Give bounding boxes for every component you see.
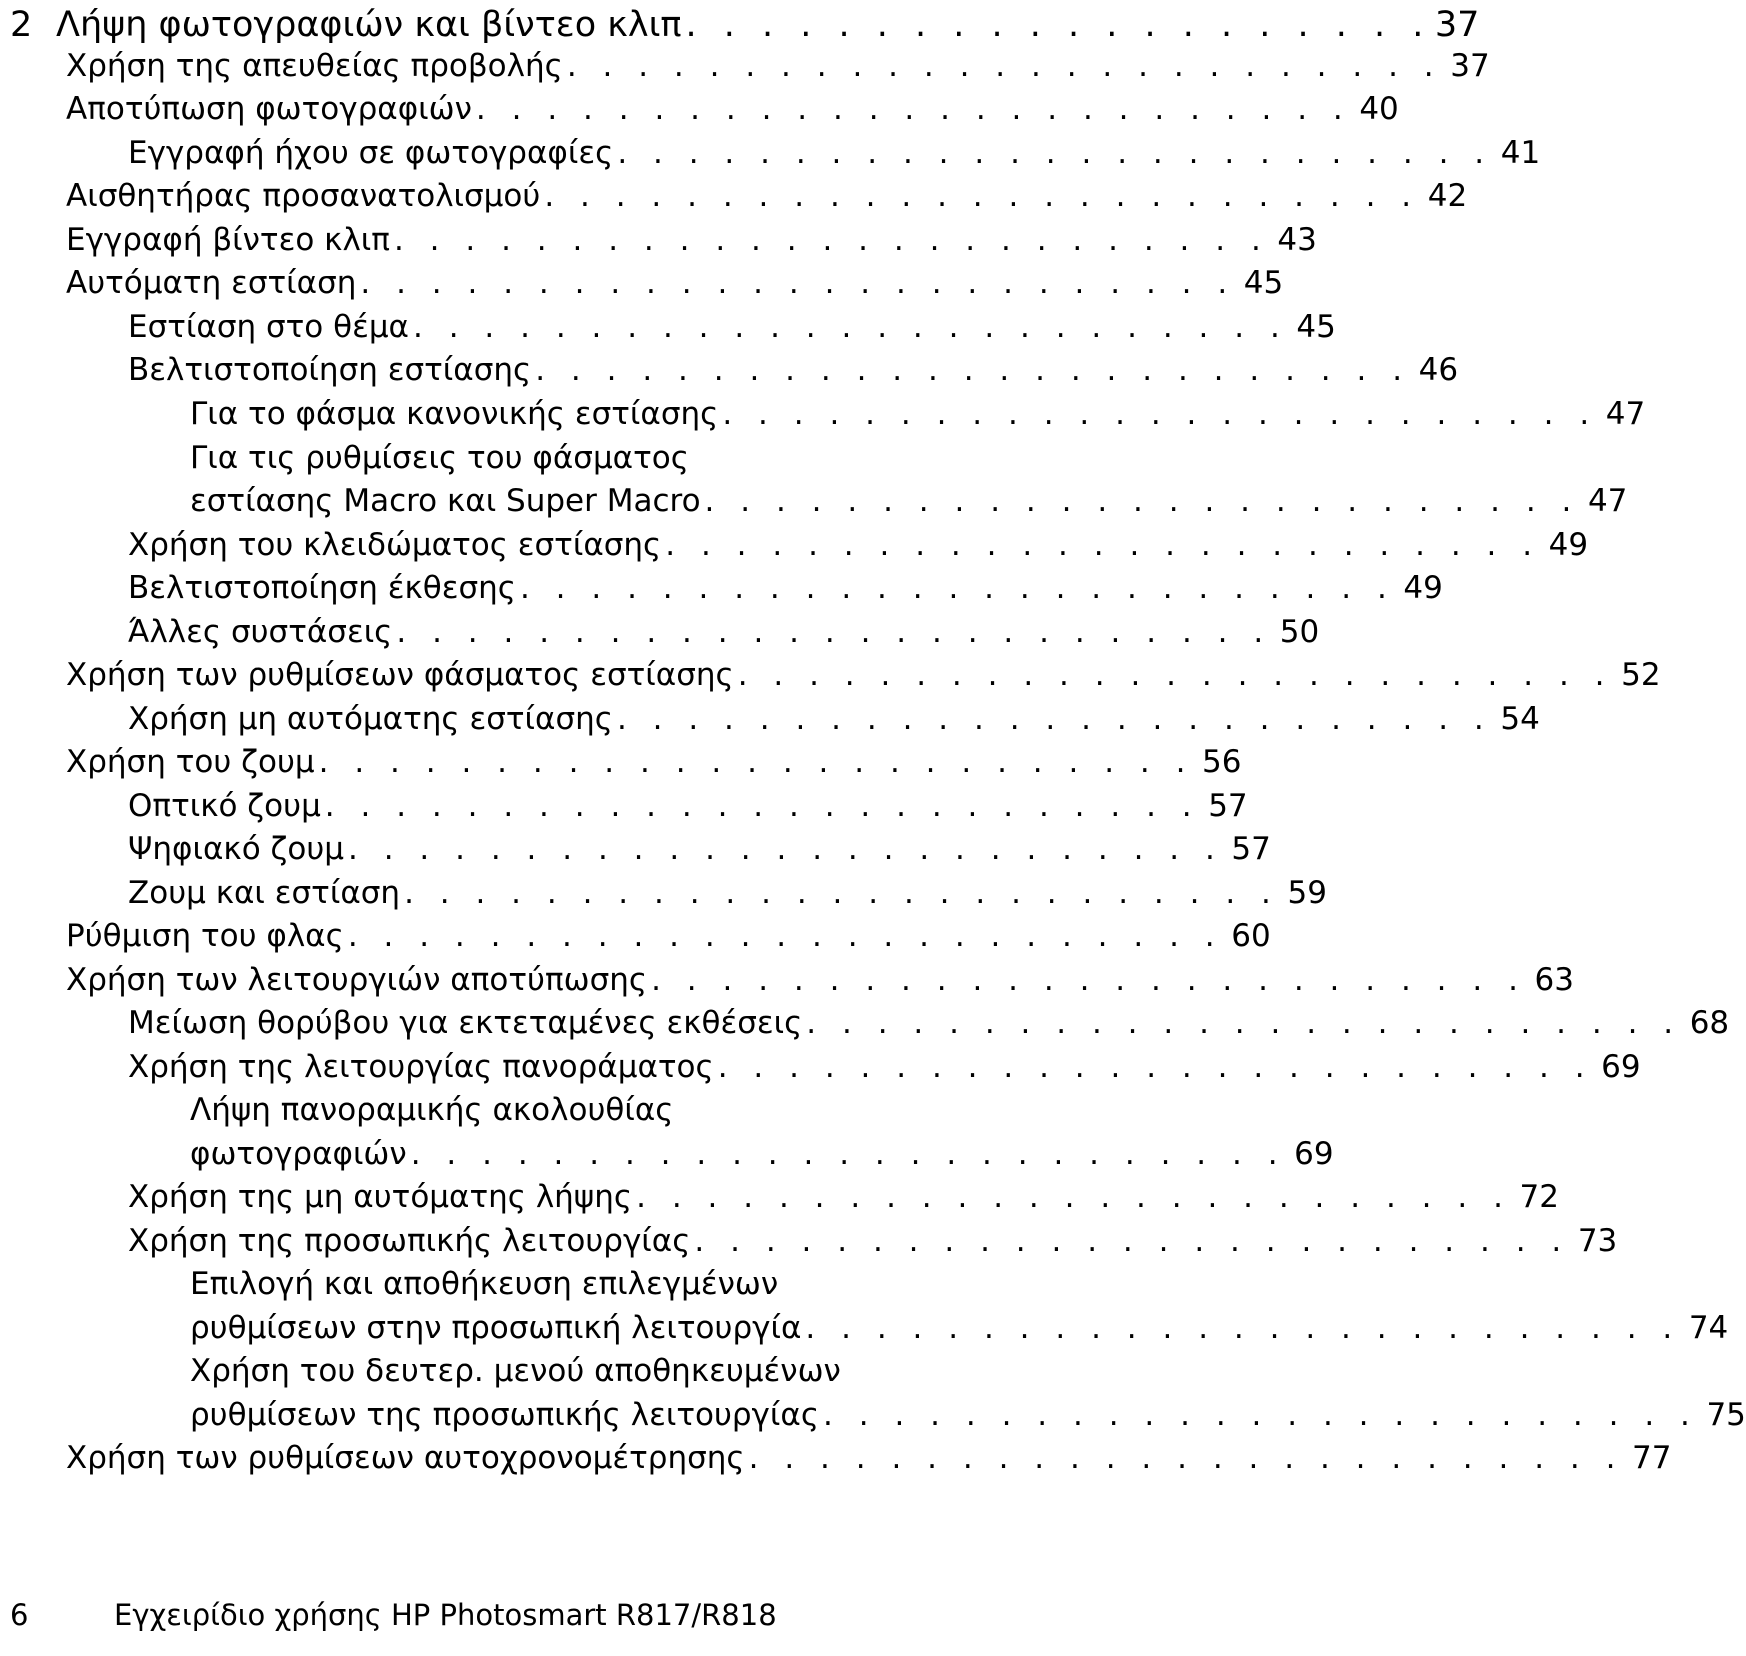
toc-entry-page: 68 [1689,1005,1730,1041]
toc-entry[interactable] [66,958,1574,1003]
dot-leader: . . . . . . . . . . . . . . . . . . . . . . . . . [410,1136,1286,1172]
toc-entry-title[interactable]: Λήψη πανοραμικής ακολουθίας [190,1092,674,1128]
toc-entry-page: 43 [1277,222,1317,258]
toc-entry-page: 47 [1587,483,1628,519]
toc-entry-title: Χρήση της μη αυτόματης λήψης [128,1179,633,1215]
footer-manual-title: Εγχειρίδιο χρήσης HP Photosmart R817/R818 [114,1598,777,1632]
toc-entry-page: 57 [1231,831,1271,867]
toc-entry[interactable] [128,871,1327,916]
toc-entry-page: 69 [1601,1049,1641,1085]
dot-leader: . . . . . . . . . . . . . . . . . . . . . . . . . [704,483,1580,519]
dot-leader: . . . . . . . . . . . . . . . . . . . . . . . . . [805,1310,1681,1346]
dot-leader: . . . . . . . . . . . . . . . . . . . . . . . . . [665,527,1541,563]
toc-entry-title: Αυτόματη εστίαση [66,265,357,301]
toc-entry-title: Για το φάσμα κανονικής εστίασης [190,396,719,432]
toc-entry-page: 77 [1632,1440,1672,1476]
toc-entry-title: Χρήση του ζουμ [66,744,315,780]
toc-entry[interactable] [128,1001,1730,1046]
dot-leader: . . . . . . . . . . . . . . . . . . . . . . . . . [412,309,1288,345]
toc-entry-title[interactable]: Για τις ρυθμίσεις του φάσματος [190,440,689,476]
dot-leader: . . . . . . . . . . . . . . . . . . . . . . . . . [324,788,1200,824]
toc-entry-title: Οπτικό ζουμ [128,788,321,824]
dot-leader: . . . . . . . . . . . . . . . . . . . . . . . . . [748,1440,1624,1476]
toc-entry-page: 72 [1519,1179,1559,1215]
toc-entry-title[interactable]: Επιλογή και αποθήκευση επιλεγμένων [190,1266,779,1302]
toc-entry-title: Αισθητήρας προσανατολισμού [66,178,541,214]
toc-entry-page: 63 [1534,962,1574,998]
toc-entry-title: Εστίαση στο θέμα [128,309,409,345]
dot-leader: . . . . . . . . . . . . . . . . . . . . . . . . . [396,614,1272,650]
toc-entry-page: 57 [1208,788,1248,824]
toc-entry-title: Αποτύπωση φωτογραφιών [66,91,472,127]
toc-entry-page: 42 [1427,178,1468,214]
dot-leader: . . . . . . . . . . . . . . . . . . . . . . . . . [544,178,1420,214]
dot-leader: . . . . . . . . . . . . . . . . . . . . . . . . . [651,962,1526,998]
toc-entry-title: Χρήση του κλειδώματος εστίασης [128,527,662,563]
toc-entry-page: 46 [1418,352,1459,388]
toc-entry[interactable] [66,87,1399,132]
dot-leader: . . . . . . . . . . . . . . . . . . . . . . . . . [722,396,1598,432]
chapter-number: 2 [10,5,33,45]
toc-entry-title-continued: εστίασης Macro και Super Macro [190,483,701,519]
toc-entry[interactable] [66,261,1284,306]
toc-entry-title: Χρήση των ρυθμίσεων αυτοχρονομέτρησης [66,1440,745,1476]
toc-entry[interactable] [128,523,1589,568]
dot-leader: . . . . . . . . . . . . . . . . . . . . . . . . . [318,744,1194,780]
toc-entry[interactable] [66,44,1490,89]
toc-entry[interactable] [128,697,1540,742]
toc-entry-title: Χρήση των λειτουργιών αποτύπωσης [66,962,648,998]
toc-entry[interactable] [190,1132,1334,1177]
chapter-title: Λήψη φωτογραφιών και βίντεο κλιπ [56,5,682,45]
toc-entry[interactable] [66,740,1242,785]
dot-leader: . . . . . . . . . . . . . . . . . . . . . . . . . [360,265,1236,301]
toc-entry-title: Ψηφιακό ζουμ [128,831,345,867]
toc-entry[interactable] [128,1045,1641,1090]
dot-leader: . . . . . . . . . . . . . . . . . . . . . . . . . [694,1223,1570,1259]
toc-entry[interactable] [128,1175,1559,1220]
toc-entry[interactable] [128,348,1459,393]
dot-leader: . . . . . . . . . . . . . . . . . . . . . . . . . [348,831,1223,867]
toc-entry-page: 45 [1243,265,1284,301]
dot-leader: . . . . . . . . . . . . . . . . . . . . . . . . . [566,48,1442,84]
dot-leader: . . . . . . . . . . . . . . . . . . . . . . . . . [519,570,1395,606]
toc-entry-page: 40 [1359,91,1399,127]
dot-leader: . . . . . . . . . . . . . . . . . . . . . . . . . [617,135,1493,171]
toc-entry-title[interactable]: Χρήση του δευτερ. μενού αποθηκευμένων [190,1353,841,1389]
dot-leader: . . . . . . . . . . . . . . . . . . . . . . . . . [404,875,1279,911]
toc-entry[interactable] [128,784,1248,829]
toc-entry-title: Άλλες συστάσεις [128,614,393,650]
toc-entry[interactable] [190,392,1646,437]
toc-entry-page: 75 [1706,1397,1746,1433]
toc-entry[interactable] [128,1219,1618,1264]
toc-entry[interactable] [190,1393,1746,1438]
dot-leader: . . . . . . . . . . . . . . . . . . . . . . . . . [535,352,1411,388]
toc-entry-title: Μείωση θορύβου για εκτεταμένες εκθέσεις [128,1005,803,1041]
toc-entry[interactable] [128,566,1443,611]
toc-entry-page: 74 [1688,1310,1729,1346]
toc-entry-title-continued: ρυθμίσεων στην προσωπική λειτουργία [190,1310,802,1346]
toc-entry[interactable] [66,653,1661,698]
chapter-page: 37 [1434,5,1480,45]
toc-entry-page: 73 [1577,1223,1618,1259]
dot-leader: . . . . . . . . . . . . . . . . . . . . [685,5,1432,45]
dot-leader: . . . . . . . . . . . . . . . . . . . . . . . . . [475,91,1351,127]
toc-entry[interactable] [190,479,1628,524]
toc-entry[interactable] [128,610,1320,655]
toc-entry[interactable] [190,1306,1729,1351]
toc-entry-page: 54 [1500,701,1540,737]
dot-leader: . . . . . . . . . . . . . . . . . . . . . . . . . [806,1005,1682,1041]
dot-leader: . . . . . . . . . . . . . . . . . . . . . . . . . [347,918,1223,954]
toc-entry[interactable] [66,218,1317,263]
toc-entry-page: 45 [1296,309,1336,345]
toc-entry-page: 49 [1548,527,1589,563]
toc-entry-title: Ρύθμιση του φλας [66,918,344,954]
toc-entry-title-continued: φωτογραφιών [190,1136,407,1172]
footer-page-number: 6 [10,1598,29,1632]
toc-entry-page: 41 [1500,135,1541,171]
toc-entry[interactable] [128,305,1336,350]
toc-entry-title: Βελτιστοποίηση εστίασης [128,352,532,388]
dot-leader: . . . . . . . . . . . . . . . . . . . . . . . . . [823,1397,1698,1433]
toc-entry-page: 49 [1403,570,1443,606]
page-footer [10,1590,910,1640]
toc-entry-title: Ζουμ και εστίαση [128,875,401,911]
toc-entry-page: 52 [1621,657,1661,693]
toc-entry[interactable] [66,1436,1672,1481]
toc-entry-page: 69 [1294,1136,1334,1172]
toc-entry-title: Χρήση της προσωπικής λειτουργίας [128,1223,691,1259]
dot-leader: . . . . . . . . . . . . . . . . . . . . . . . . . [737,657,1613,693]
toc-entry-page: 47 [1605,396,1646,432]
toc-entry[interactable] [66,174,1468,219]
toc-entry[interactable] [128,827,1271,872]
toc-entry-page: 37 [1450,48,1490,84]
toc-entry-title: Εγγραφή ήχου σε φωτογραφίες [128,135,614,171]
toc-entry-title: Χρήση της απευθείας προβολής [66,48,563,84]
dot-leader: . . . . . . . . . . . . . . . . . . . . . . . . . [636,1179,1511,1215]
toc-entry-page: 60 [1231,918,1271,954]
toc-entry-title-continued: ρυθμίσεων της προσωπικής λειτουργίας [190,1397,820,1433]
toc-entry-page: 56 [1202,744,1242,780]
toc-entry[interactable] [128,131,1541,176]
toc-entry-page: 59 [1287,875,1327,911]
toc-entry-title: Χρήση της λειτουργίας πανοράματος [128,1049,714,1085]
toc-entry-page: 50 [1279,614,1320,650]
toc-entry[interactable] [66,914,1271,959]
dot-leader: . . . . . . . . . . . . . . . . . . . . . . . . . [393,222,1269,258]
toc-entry-title: Χρήση των ρυθμίσεων φάσματος εστίασης [66,657,734,693]
toc-entry-title: Βελτιστοποίηση έκθεσης [128,570,516,606]
toc-entry-title: Χρήση μη αυτόματης εστίασης [128,701,613,737]
dot-leader: . . . . . . . . . . . . . . . . . . . . . . . . . [717,1049,1593,1085]
chapter-heading[interactable] [10,0,1480,50]
dot-leader: . . . . . . . . . . . . . . . . . . . . . . . . . [616,701,1492,737]
toc-entry-title: Εγγραφή βίντεο κλιπ [66,222,390,258]
